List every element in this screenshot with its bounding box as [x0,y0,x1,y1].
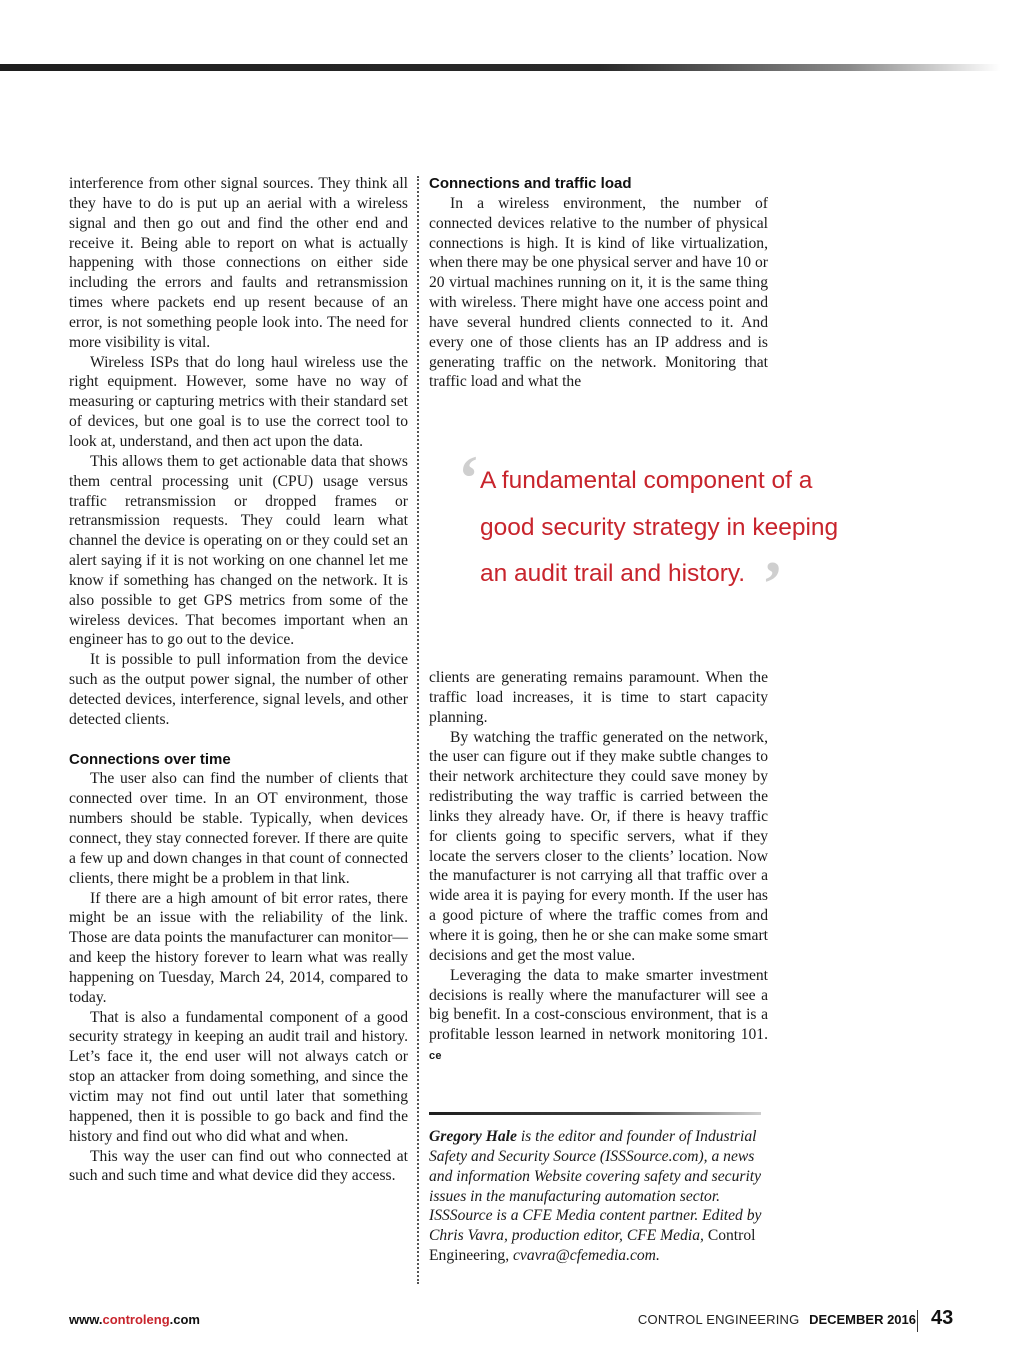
left-column [69,174,408,1186]
paragraph: That is also a fundamental component of a good security strategy in keeping an audit trail and history. Let’s face it, the end user will not always catch or stop an attacker from doing something, and since the victim may not find out until later that something happened, then it is possible to go back and find the history and find out who did what and when. [69,1008,408,1145]
pull-quote-line: A fundamental component of a [480,467,813,494]
footer-separator [917,1310,918,1332]
paragraph: interference from other signal sources. They think all they have to do is put up an aerial with a wireless signal and then go out and find the other end and receive it. Being able to report on what is actually happening with those connections on either side including the errors and faults and retransmission times where packets end up resent because of an error, is not something people look into. The need for more visibility is vital. [69,175,408,351]
paragraph: clients are generating remains paramount. When the traffic load increases, it is time to start capacity planning. [429,669,768,726]
pull-quote-line: an audit trail and history. [480,560,746,587]
url-suffix: .com [169,1312,200,1327]
bio-email[interactable]: cvavra@cfemedia.com. [513,1247,660,1265]
open-quote-mark: ‘ [458,442,480,513]
footer-issue-line [638,1312,916,1327]
paragraph-text: Leveraging the data to make smarter investment decisions is really where the manufacturer will see a big benefit. In a cost-conscious environment, that is a profitable lesson learned in network monitoring 101. [429,966,768,1044]
paragraph: In a wireless environment, the number of connected devices relative to the number of physical connections is high. It is kind of like virtualization, when there may be one physical server and have 10 or 20 virtual machines running on it, it is the same thing with wireless. There might have one access point and have several hundred clients connected to it. And every one of those clients has an IP address and is generating traffic on the network. Monitoring that traffic load and what the [429,194,768,391]
end-mark: ce [429,1050,442,1063]
right-column-bottom [429,668,768,1067]
website-link[interactable] [69,1312,200,1327]
paragraph: This allows them to get actionable data that shows them central processing unit (CPU) usage versus traffic retransmission or dropped frames or retransmission requests. They could learn what channel the device is operating on or they could set an alert saying if it is not working on one channel let me know if something has changed on the network. It is also possible to get GPS metrics from some of the wireless devices. That becomes important when an engineer has to go out to the device. [69,452,408,649]
paragraph: This way the user can find out who connected at such and such time and what device did they access. [69,1147,408,1185]
url-prefix: www. [69,1312,103,1327]
section-heading: Connections over time [69,750,231,768]
paragraph [429,966,768,1067]
publication-name: Control Engineering, [429,1227,756,1265]
bio-text: is the editor and founder of Industrial Safety and Security Source (ISSSource.com), a news and information Website covering safety and security issues in the manufacturing automation sector. ISSSource is a CFE Media content partner. Edited by Chris Vavra, production editor, CFE Media, [429,1128,762,1245]
author-bio [429,1127,767,1266]
section-heading: Connections and traffic load [429,175,632,192]
right-column-top [429,174,768,392]
pull-quote-line: good security strategy in keeping [480,513,839,541]
author-name: Gregory Hale [429,1128,517,1145]
paragraph: It is possible to pull information from the device such as the output power signal, the number of other detected devices, interference, signal levels, and other detected clients. [69,651,408,728]
pull-quote [480,458,910,598]
magazine-name: CONTROL ENGINEERING [637,1312,800,1327]
page-number: 43 [931,1307,954,1329]
paragraph: If there are a high amount of bit error rates, there might be an issue with the reliability of the link. Those are data points the manufacturer can monitor—and keep the history forever to learn what was really happening on Tuesday, March 24, 2014, compared to today. [69,889,408,1006]
column-divider [417,176,419,1284]
url-accent: controleng [102,1312,170,1327]
close-quote-mark: ’ [762,548,784,619]
paragraph: By watching the traffic generated on the network, the user can figure out if they make subtle changes to their network architecture they could save money by redistributing the way traffic is carried between the links they already have. Or, if there is heavy traffic for clients going to specific servers, what if they locate the servers closer to the clients’ location. Now the manufacturer is not carrying all that traffic over a wide area it is paying for every month. If the user has a good picture of where the traffic comes from and where it is going, then he or she can make some smart decisions and get the most value. [429,728,768,964]
page-footer [0,1307,1024,1330]
paragraph: The user also can find the number of clients that connected over time. In an OT environment, those numbers should be stable. Typically, when devices connect, they stay connected forever. If there are quite a few up and down changes in that count of connected clients, there might be a problem in that link. [69,770,408,887]
issue-date: DECEMBER 2016 [809,1312,916,1327]
bio-rule [429,1112,761,1115]
top-rule [0,64,1000,71]
paragraph: Wireless ISPs that do long haul wireless use the right equipment. However, some have no way of measuring or capturing metrics with their standard set of devices, but one goal is to use the correct tool to look at, understand, and then act upon the data. [69,353,408,450]
